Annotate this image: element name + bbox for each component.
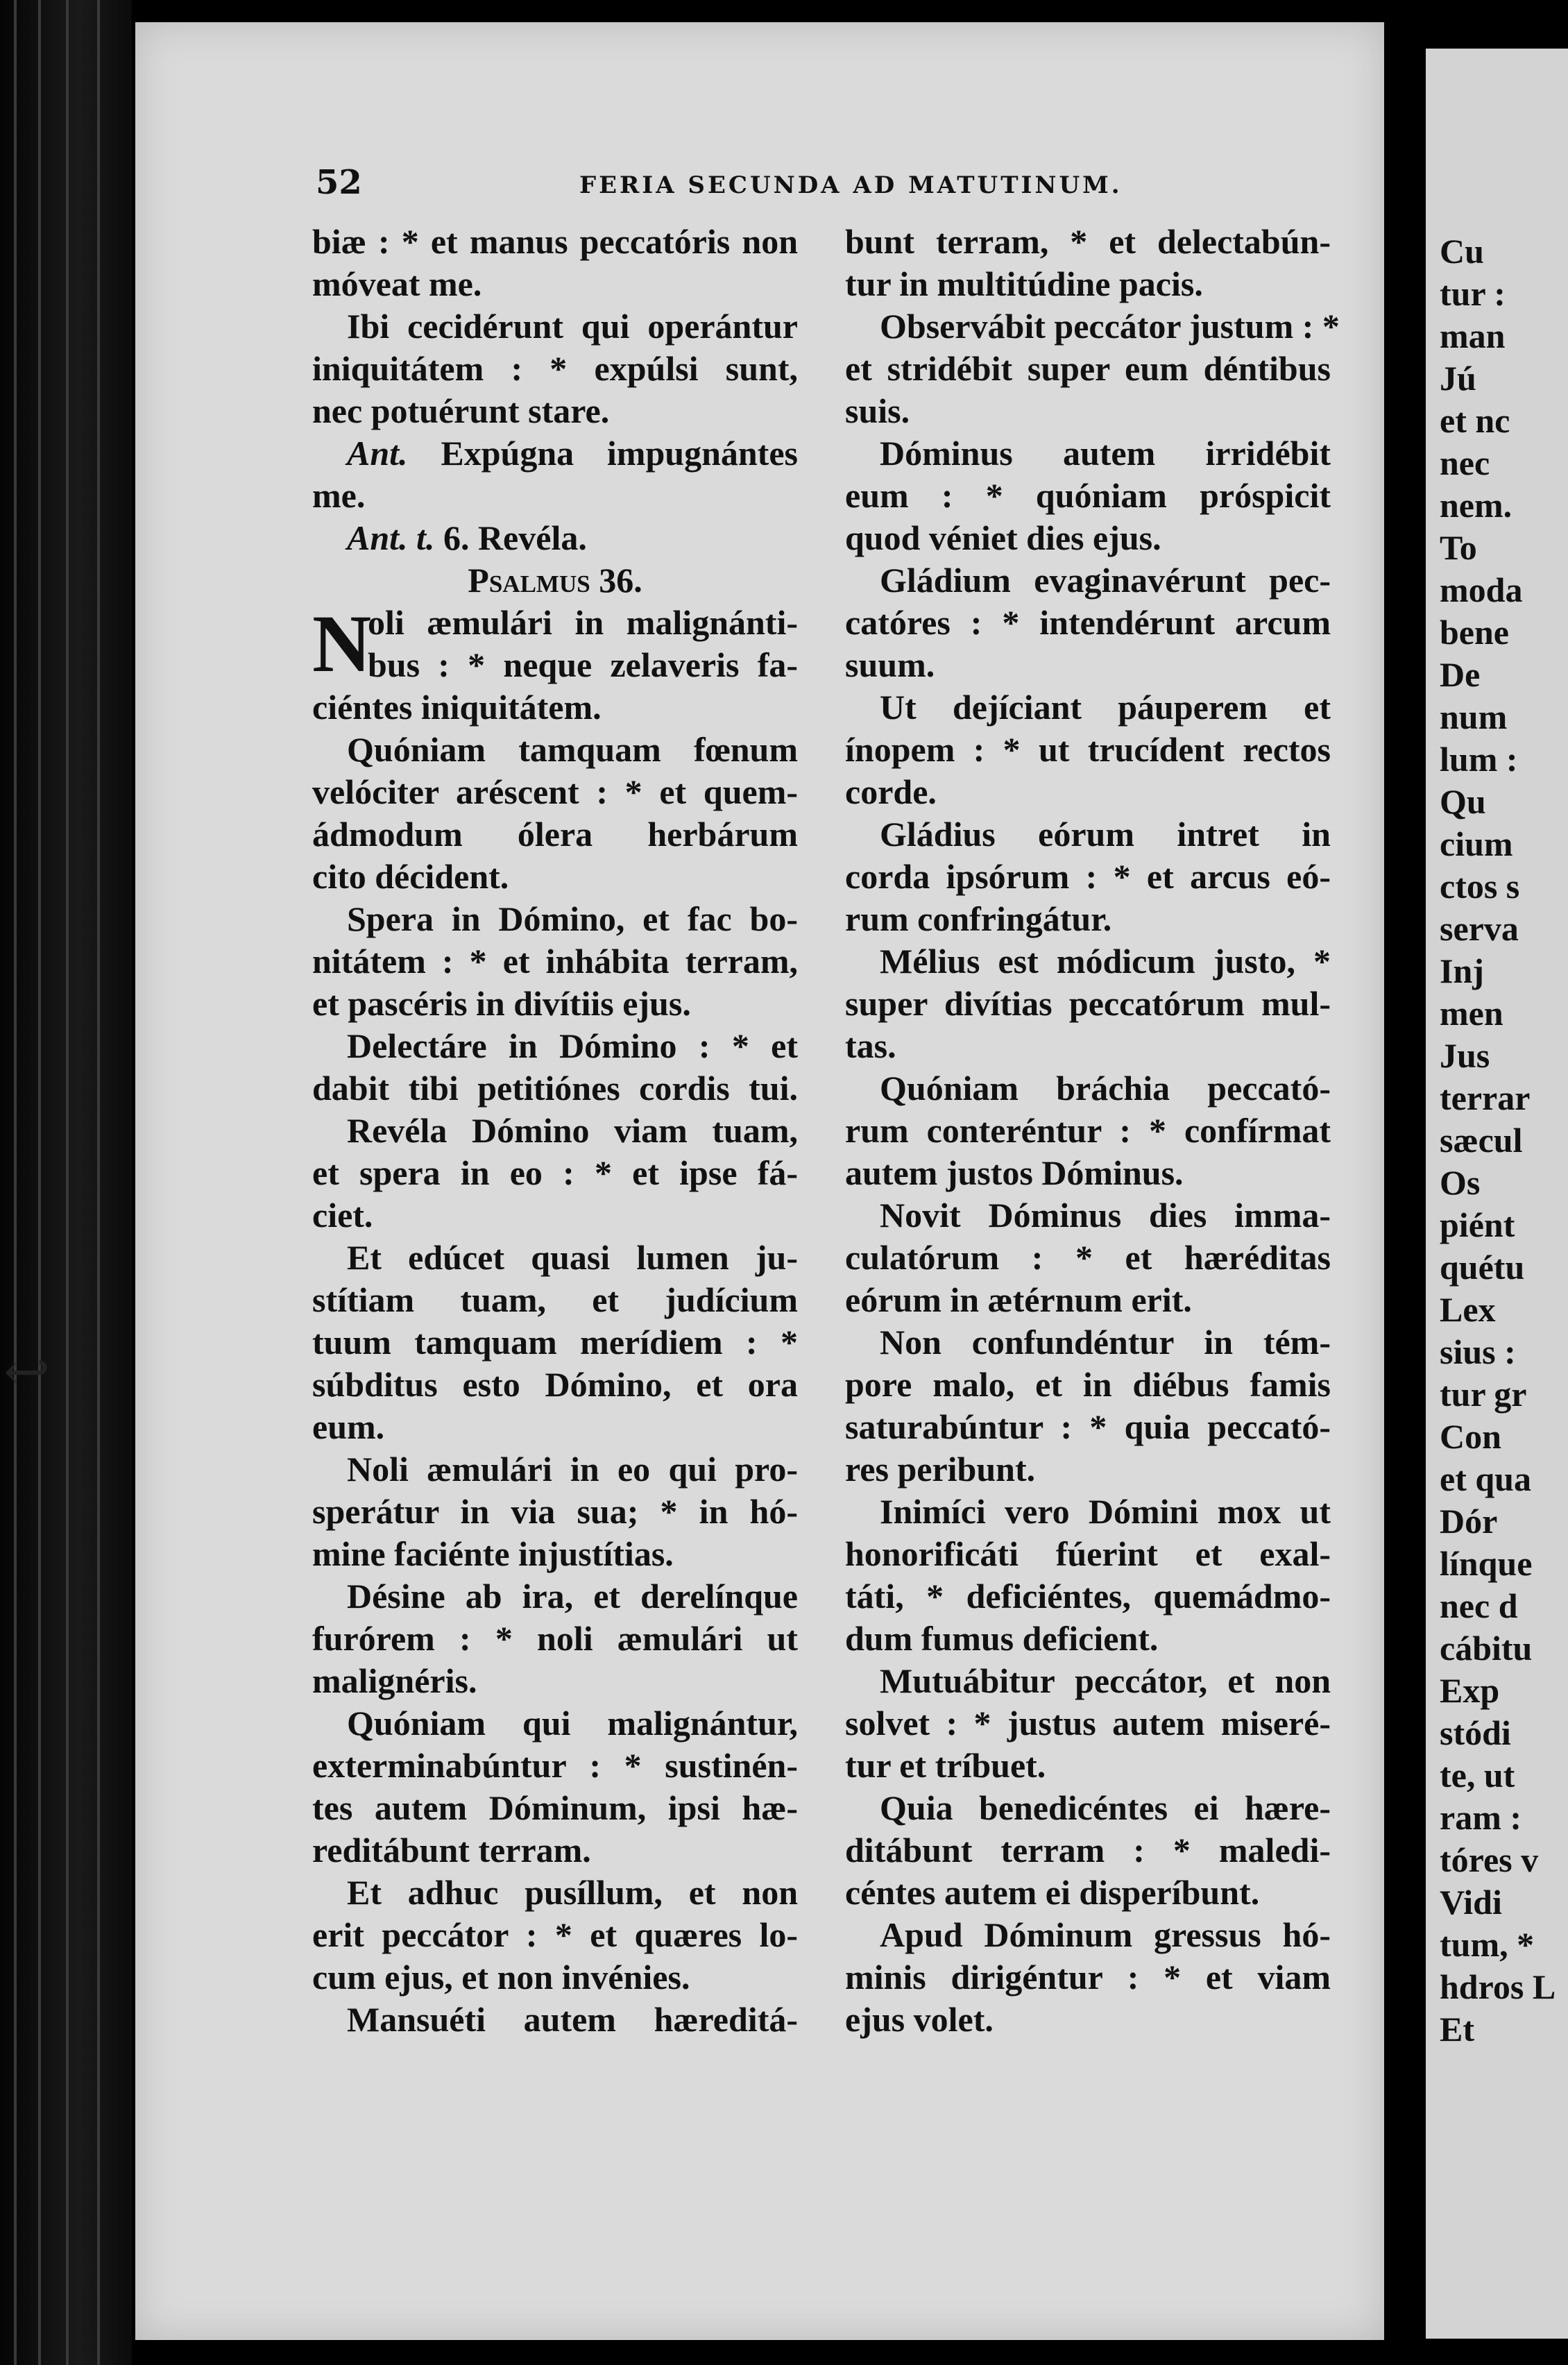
text-line [845,644,1331,686]
text-line [845,1618,1331,1660]
text-line [845,1491,1331,1533]
text-line [845,1237,1331,1279]
adjacent-line: men [1440,994,1503,1033]
adjacent-line: moda [1440,570,1523,609]
line-text: biæ : * et manus peccatóris non [312,222,798,261]
line-text: exterminabúntur : * sustinén- [312,1746,798,1785]
line-text: táti, * deficiéntes, quemádmo- [845,1577,1331,1616]
line-text: corde. [845,772,937,811]
adjacent-line: Jus [1440,1036,1490,1075]
line-text: Revéla Dómino viam tuam, [347,1111,798,1150]
adjacent-line: et nc [1440,401,1510,440]
line-text: sperátur in via sua; * in hó- [312,1492,798,1531]
page-number: 52 [316,163,362,202]
line-text: Psalmus 36. [468,561,642,600]
adjacent-line: ram : [1440,1798,1522,1837]
line-text: malignéris. [312,1661,477,1700]
drop-cap-letter: N [312,598,372,689]
line-text: me. [312,476,366,515]
adjacent-line: terrar [1440,1078,1531,1117]
line-text: ínopem : * ut trucídent rectos [845,730,1331,769]
line-text: et pascéris in divítiis ejus. [312,984,691,1023]
text-line [312,1660,798,1702]
line-text: corda ipsórum : * et arcus eó- [845,857,1331,896]
running-title: FERIA SECUNDA AD MATUTINUM. [579,171,1123,199]
adjacent-line: ctos s [1440,867,1520,906]
text-line [312,1787,798,1829]
text-line [312,1745,798,1787]
left-text-column [312,221,798,2041]
line-text: quod véniet dies ejus. [845,518,1161,557]
adjacent-line: De [1440,655,1481,694]
text-line [312,390,798,432]
line-text: Quóniam tamquam fœnum [347,730,798,769]
line-text: Et adhuc pusíllum, et non [347,1873,798,1912]
adjacent-line: línque [1440,1544,1533,1583]
line-text: Spera in Dómino, et fac bo- [347,899,798,938]
text-line [312,1237,798,1279]
text-line [845,1999,1331,2041]
text-line [312,1829,798,1872]
text-line [845,305,1340,348]
adjacent-line: nec [1440,443,1490,482]
text-line [312,940,798,983]
text-line [312,771,798,813]
line-text: rum confringátur. [845,899,1112,938]
line-text: Expúgna impugnántes [407,434,798,473]
text-line [312,1999,798,2041]
line-text: eórum in ætérnum erit. [845,1280,1192,1319]
text-line [845,1067,1331,1110]
line-text: tur et tríbuet. [845,1746,1046,1785]
line-text: suis. [845,391,910,430]
line-text: ádmodum ólera herbárum [312,815,798,854]
text-line [845,1152,1331,1194]
adjacent-page-text [1440,230,1556,2051]
adjacent-line: Exp [1440,1671,1500,1710]
antiphon-label: Ant. [347,434,408,473]
adjacent-line: Vidi [1440,1883,1502,1922]
line-text: Mutuábitur peccátor, et non [880,1661,1331,1700]
line-text: Apud Dóminum gressus hó- [880,1915,1331,1954]
right-text-column [845,221,1340,2041]
page-header [316,163,1377,205]
line-text: cito décident. [312,857,509,896]
adjacent-line: Cu [1440,232,1484,271]
text-line [845,898,1331,940]
text-line [845,771,1331,813]
adjacent-line: bene [1440,613,1509,652]
line-text: erit peccátor : * et quæres lo- [312,1915,798,1954]
text-line [845,390,1331,432]
line-text: Désine ab ira, et derelínque [347,1577,798,1616]
adjacent-line: Dór [1440,1502,1498,1541]
line-text: Gládius eórum intret in [880,815,1331,854]
text-line [845,940,1331,983]
adjacent-line: nec d [1440,1586,1518,1625]
text-line [845,983,1331,1025]
line-text: super divítias peccatórum mul- [845,984,1331,1023]
adjacent-line: et qua [1440,1459,1531,1498]
line-text: iniquitátem : * expúlsi sunt, [312,349,798,388]
text-line [312,1575,798,1618]
text-line [312,686,798,729]
line-text: céntes autem ei disperíbunt. [845,1873,1260,1912]
line-text: eum. [312,1407,385,1446]
line-text: furórem : * noli æmulári ut [312,1619,798,1658]
line-text: 6. Revéla. [434,518,587,557]
text-line [312,559,798,602]
text-line [312,1956,798,1999]
adjacent-line: tur gr [1440,1375,1527,1414]
line-text: tuum tamquam merídiem : * [312,1323,798,1362]
line-text: pore malo, et in diébus famis [845,1365,1331,1404]
adjacent-line: Inj [1440,951,1484,990]
line-text: Noli æmulári in eo qui pro- [347,1450,798,1489]
line-text: Dóminus autem irridébit [880,434,1331,473]
page-gutter [1384,0,1426,2365]
text-line [312,729,798,771]
line-text: catóres : * intendérunt arcum [845,603,1331,642]
line-text: tes autem Dóminum, ipsi hæ- [312,1788,798,1827]
text-line [312,813,798,856]
adjacent-page-fragment [1426,49,1568,2339]
text-line [312,983,798,1025]
adjacent-line: quétu [1440,1248,1525,1287]
text-line [312,1914,798,1956]
line-text: Quóniam bráchia peccató- [880,1069,1331,1108]
text-line [845,1110,1331,1152]
line-text: Mélius est módicum justo, * [880,942,1331,981]
adjacent-line: nem. [1440,486,1512,525]
adjacent-line: tum, * [1440,1925,1535,1964]
text-line [312,1406,798,1448]
adjacent-line: Lex [1440,1290,1496,1329]
text-line [312,1618,798,1660]
text-line [845,517,1331,559]
line-text: ditábunt terram : * maledi- [845,1831,1331,1870]
line-text: Delectáre in Dómino : * et [347,1026,798,1065]
line-text: cum ejus, et non invénies. [312,1958,690,1997]
line-text: velóciter aréscent : * et quem- [312,772,798,811]
adjacent-line: cium [1440,824,1513,863]
adjacent-line: lum : [1440,740,1518,779]
text-line [845,263,1331,305]
text-line [845,1956,1331,1999]
text-line [312,1321,798,1364]
text-line [312,1110,798,1152]
text-line [845,432,1331,475]
text-line [312,1025,798,1067]
line-text: res peribunt. [845,1450,1036,1489]
line-text: eum : * quóniam próspicit [845,476,1331,515]
text-line [845,1194,1331,1237]
text-line [845,1829,1331,1872]
adjacent-line: Jú [1440,359,1476,398]
text-line [312,1491,798,1533]
text-line [845,559,1331,602]
line-text: Inimíci vero Dómini mox ut [880,1492,1331,1531]
line-text: ejus volet. [845,2000,994,2039]
text-line [845,729,1331,771]
line-text: tur in multitúdine pacis. [845,264,1203,303]
text-line [312,1872,798,1914]
text-line [312,1364,798,1406]
text-line [845,602,1331,644]
text-line [312,1533,798,1575]
adjacent-line: Qu [1440,782,1486,821]
line-text: Quia benedicéntes ei hære- [880,1788,1331,1827]
line-text: Ibi cecidérunt qui operántur [347,307,798,346]
text-line [312,475,798,517]
text-line [845,1406,1331,1448]
line-text: et stridébit super eum déntibus [845,349,1331,388]
line-text: saturabúntur : * quia peccató- [845,1407,1331,1446]
text-line [845,1448,1331,1491]
line-text: culatórum : * et hæréditas [845,1238,1331,1277]
text-line [312,1279,798,1321]
text-line [312,602,798,644]
adjacent-line: tóres v [1440,1840,1539,1879]
text-line [312,305,798,348]
text-line [845,1321,1331,1364]
text-line [845,856,1331,898]
line-text: Et edúcet quasi lumen ju- [347,1238,798,1277]
text-line [312,348,798,390]
adjacent-line: piént [1440,1205,1515,1244]
line-text: Novit Dóminus dies imma- [880,1196,1331,1235]
adjacent-line: te, ut [1440,1756,1515,1795]
text-line [312,1152,798,1194]
text-line [312,1448,798,1491]
adjacent-line: Et [1440,2010,1474,2049]
text-line [312,644,798,686]
margin-pencil-mark: ↩ [3,1339,51,1404]
antiphon-label: Ant. t. [347,518,435,557]
adjacent-line: stódi [1440,1713,1511,1752]
line-text: reditábunt terram. [312,1831,591,1870]
adjacent-line: hdros L [1440,1967,1556,2006]
line-text: Observábit peccátor justum : * [880,307,1340,346]
adjacent-line: sæcul [1440,1121,1523,1160]
text-line [312,221,798,263]
line-text: mine faciénte injustítias. [312,1534,674,1573]
line-text: Quóniam qui malignántur, [347,1704,798,1743]
text-line [312,517,798,559]
line-text: solvet : * justus autem miseré- [845,1704,1331,1743]
line-text: nitátem : * et inhábita terram, [312,942,798,981]
line-text: ciet. [312,1196,373,1235]
line-text: tas. [845,1026,896,1065]
line-text: et spera in eo : * et ipse fá- [312,1153,798,1192]
line-text: autem justos Dóminus. [845,1153,1184,1192]
line-text: stítiam tuam, et judícium [312,1280,798,1319]
text-line [845,348,1331,390]
line-text: móveat me. [312,264,482,303]
text-line [312,1194,798,1237]
adjacent-line: serva [1440,909,1519,948]
line-text: rum conteréntur : * confírmat [845,1111,1331,1150]
line-text: dum fumus deficient. [845,1619,1159,1658]
line-text: Ut dejíciant páuperem et [880,688,1331,727]
text-line [845,1364,1331,1406]
text-line [845,1702,1331,1745]
line-text: ciéntes iniquitátem. [312,688,602,727]
line-text: bus : * neque zelaveris fa- [368,645,798,684]
text-line [845,1279,1331,1321]
line-text: bunt terram, * et delectabún- [845,222,1331,261]
line-text: Non confundéntur in tém- [880,1323,1331,1362]
line-text: Mansuéti autem hæreditá- [347,2000,798,2039]
text-line [312,898,798,940]
line-text: súbditus esto Dómino, et ora [312,1365,798,1404]
text-line [845,1025,1331,1067]
text-line [845,475,1331,517]
line-text: dabit tibi petitiónes cordis tui. [312,1069,798,1108]
text-line [845,1872,1331,1914]
text-line [312,1702,798,1745]
text-line [312,263,798,305]
line-text: nec potuérunt stare. [312,391,610,430]
line-text: minis dirigéntur : * et viam [845,1958,1331,1997]
adjacent-line: num [1440,697,1508,736]
line-text: honorificáti fúerint et exal- [845,1534,1331,1573]
line-text: suum. [845,645,935,684]
text-line [845,1914,1331,1956]
book-binding-edge [0,0,132,2365]
adjacent-line: tur : [1440,274,1506,313]
adjacent-line: sius : [1440,1332,1516,1371]
text-line [845,1745,1331,1787]
text-line [845,221,1331,263]
text-line [312,432,798,475]
text-line [845,1575,1331,1618]
text-line [312,856,798,898]
text-line [845,686,1331,729]
adjacent-line: Os [1440,1163,1481,1202]
adjacent-line: man [1440,316,1506,355]
text-line [845,813,1331,856]
line-text: oli æmulári in malignánti- [368,603,798,642]
adjacent-line: cábitu [1440,1629,1533,1668]
line-text: Gládium evaginavérunt pec- [880,561,1331,600]
adjacent-line: To [1440,528,1477,567]
text-line [845,1787,1331,1829]
text-line [312,1067,798,1110]
text-line [845,1533,1331,1575]
text-line [845,1660,1331,1702]
adjacent-line: Con [1440,1417,1501,1456]
